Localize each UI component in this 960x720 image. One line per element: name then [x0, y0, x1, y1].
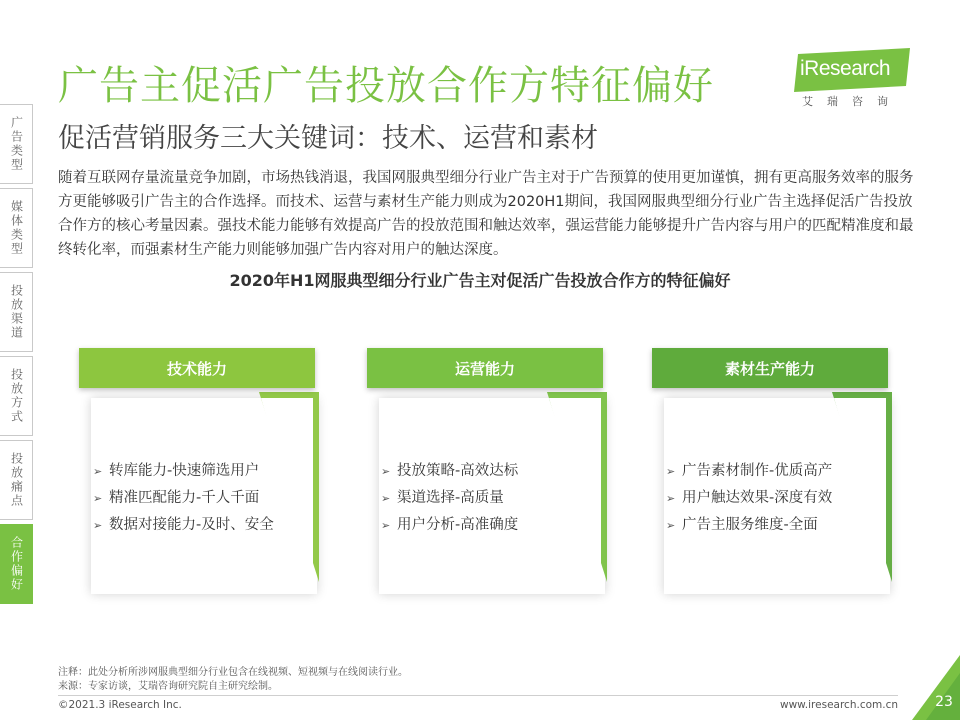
page-corner-shape — [912, 655, 960, 720]
arrow-bullet-icon: ➢ — [93, 519, 103, 532]
side-nav-tab[interactable]: 投放渠道 — [0, 272, 33, 352]
source-note: 来源：专家访谈，艾瑞咨询研究院自主研究绘制。 — [58, 681, 278, 692]
side-nav-tab[interactable]: 广告类型 — [0, 104, 33, 184]
card-creative — [652, 348, 888, 593]
list-item: ➢ 转库能力-快速筛选用户 — [93, 458, 274, 485]
arrow-bullet-icon: ➢ — [381, 492, 391, 505]
section-subtitle: 促活营销服务三大关键词：技术、运营和素材 — [58, 123, 598, 154]
card-technology — [79, 348, 315, 593]
page-number: 23 — [935, 694, 953, 710]
list-item: ➢ 精准匹配能力-千人千面 — [93, 485, 274, 512]
list-item: ➢ 广告主服务维度-全面 — [666, 512, 832, 539]
copyright: ©2021.3 iResearch Inc. — [58, 699, 182, 711]
list-item: ➢ 广告素材制作-优质高产 — [666, 458, 832, 485]
arrow-bullet-icon: ➢ — [666, 492, 676, 505]
card-item-list — [93, 458, 274, 539]
side-nav-tab[interactable]: 投放痛点 — [0, 440, 33, 520]
card-item-list — [666, 458, 832, 539]
body-paragraph: 随着互联网存量流量竞争加剧，市场热钱消退，我国网服典型细分行业广告主对于广告预算的使用更加谨慎，拥有更高服务效率的服务方更能够吸引广告主的合作选择。而技术、运营与素材生产能力则成为2020H1期间，我国网服典型细分行业广告主选择促活广告投放合作方的核心考量因素。强技术能力能够有效提高广告的投放范围和触达效率，强运营能力能够提升广告内容与用户的匹配精准度和最终转化率，而强素材生产能力则能够加强广告内容对用户的触达深度。 — [58, 170, 914, 258]
list-item: ➢ 用户分析-高准确度 — [381, 512, 518, 539]
iresearch-logo — [792, 48, 914, 106]
card-operations — [367, 348, 603, 593]
logo-subtext: 艾瑞咨询 — [802, 95, 902, 108]
card-corner-accent — [547, 392, 607, 582]
logo-text: iResearch — [800, 57, 891, 80]
card-header: 技术能力 — [79, 348, 315, 388]
arrow-bullet-icon: ➢ — [381, 519, 391, 532]
arrow-bullet-icon: ➢ — [381, 465, 391, 478]
side-nav-tab[interactable]: 投放方式 — [0, 356, 33, 436]
figure-title: 2020年H1网服典型细分行业广告主对促活广告投放合作方的特征偏好 — [229, 271, 731, 290]
side-nav-tab[interactable]: 媒体类型 — [0, 188, 33, 268]
card-item-list — [381, 458, 518, 539]
card-header: 素材生产能力 — [652, 348, 888, 388]
footnote: 注释：此处分析所涉网服典型细分行业包含在线视频、短视频与在线阅读行业。 — [58, 667, 408, 678]
website-link[interactable]: www.iresearch.com.cn — [780, 699, 899, 711]
page-title: 广告主促活广告投放合作方特征偏好 — [58, 63, 714, 109]
arrow-bullet-icon: ➢ — [666, 519, 676, 532]
list-item: ➢ 用户触达效果-深度有效 — [666, 485, 832, 512]
footer-divider — [58, 695, 898, 696]
arrow-bullet-icon: ➢ — [93, 465, 103, 478]
list-item: ➢ 投放策略-高效达标 — [381, 458, 518, 485]
card-header: 运营能力 — [367, 348, 603, 388]
card-corner-accent — [832, 392, 892, 582]
arrow-bullet-icon: ➢ — [93, 492, 103, 505]
side-nav-tab-active[interactable]: 合作偏好 — [0, 524, 33, 604]
list-item: ➢ 渠道选择-高质量 — [381, 485, 518, 512]
arrow-bullet-icon: ➢ — [666, 465, 676, 478]
list-item: ➢ 数据对接能力-及时、安全 — [93, 512, 274, 539]
